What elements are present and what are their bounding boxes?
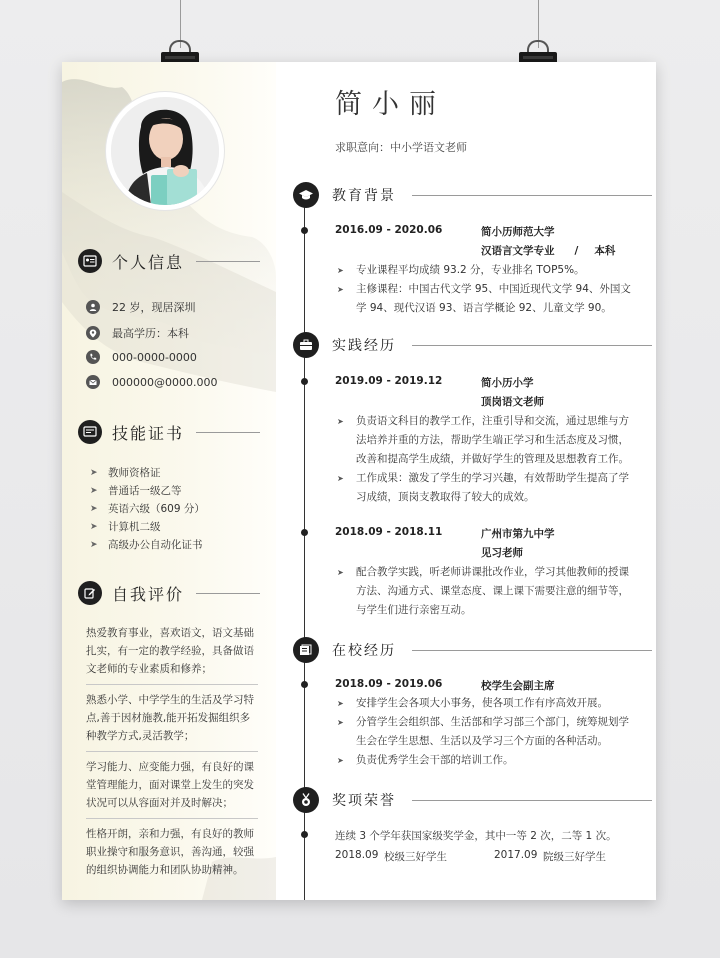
info-text: 000-0000-0000 — [112, 350, 197, 364]
section-education — [293, 182, 652, 208]
paragraph: 熟悉小学、中学学生的生活及学习特点,善于因材施教,能开拓发掘组织多种教学方式,灵活教学； — [86, 691, 258, 752]
list-item: ➤ 高级办公自动化证书 — [90, 539, 203, 551]
briefcase-icon — [293, 332, 319, 358]
list-item: ➤ 计算机二级 — [90, 521, 161, 533]
medal-icon — [293, 787, 319, 813]
practice-bullets — [335, 563, 635, 620]
section-divider — [412, 650, 652, 651]
id-card-icon — [78, 249, 102, 273]
info-age-location — [86, 299, 196, 315]
info-education — [86, 325, 189, 341]
education-major: 汉语言文学专业 / 本科 — [481, 245, 616, 257]
section-divider — [196, 432, 260, 433]
campus-date: 2018.09 - 2019.06 — [335, 678, 443, 690]
practice-role: 见习老师 — [481, 547, 523, 559]
list-item: ➤ 分管学生会组织部、生活部和学习部三个部门，统筹规划学生会在学生思想、生活以及学习三个方面的各种活动。 — [335, 713, 635, 751]
award-name: 院级三好学生 — [543, 851, 606, 863]
list-item: ➤ 配合教学实践，听老师讲课批改作业，学习其他教师的授课方法、沟通方式、课堂态度、课上课下需要注意的细节等，与学生们进行亲密互动。 — [335, 563, 635, 620]
education-title: 教育背景 — [332, 188, 396, 204]
list-item: ➤ 教师资格证 — [90, 467, 161, 479]
education-school: 简小历师范大学 — [481, 226, 555, 238]
phone-icon — [86, 350, 100, 364]
education-bullets — [335, 261, 635, 318]
award-row — [335, 849, 606, 864]
list-item: ➤ 普通话一级乙等 — [90, 485, 182, 497]
self-eval-text — [86, 624, 258, 891]
self-eval-title: 自我评价 — [112, 584, 185, 604]
job-intent: 求职意向：中小学语文老师 — [335, 141, 467, 154]
profile-photo — [106, 92, 224, 210]
info-text: 22 岁，现居深圳 — [112, 301, 196, 314]
paragraph: 学习能力、应变能力强，有良好的课堂管理能力，面对课堂上发生的突发状况可以从容面对并及时解决； — [86, 758, 258, 819]
skills-list — [90, 464, 205, 554]
practice-org: 简小历小学 — [481, 377, 534, 389]
campus-role: 校学生会副主席 — [481, 680, 555, 692]
resume-paper — [62, 62, 656, 900]
section-practice — [293, 332, 652, 358]
section-awards — [293, 787, 652, 813]
campus-bullets — [335, 694, 635, 770]
practice-date: 2019.09 - 2019.12 — [335, 375, 443, 387]
timeline-dot — [301, 681, 308, 688]
section-skills — [78, 420, 260, 444]
timeline-dot — [301, 529, 308, 536]
user-icon — [86, 300, 100, 314]
list-item: ➤ 工作成果：激发了学生的学习兴趣，有效帮助学生提高了学习成绩，顶岗支教取得了较大的成效。 — [335, 469, 635, 507]
sidebar — [62, 62, 276, 900]
info-text: 最高学历：本科 — [112, 327, 189, 340]
award-name: 校级三好学生 — [384, 851, 447, 863]
section-divider — [412, 800, 652, 801]
section-divider — [196, 593, 260, 594]
paragraph: 热爱教育事业，喜欢语文，语文基础扎实，有一定的教学经验，具备做语文老师的专业素质和修养； — [86, 624, 258, 685]
section-divider — [412, 345, 652, 346]
section-campus — [293, 637, 652, 663]
practice-title: 实践经历 — [332, 338, 396, 354]
awards-title: 奖项荣誉 — [332, 793, 396, 809]
info-phone — [86, 350, 197, 364]
mail-icon — [86, 375, 100, 389]
skills-title: 技能证书 — [112, 423, 185, 443]
practice-role: 顶岗语文老师 — [481, 396, 544, 408]
book-icon — [293, 637, 319, 663]
list-item: ➤ 安排学生会各项大小事务，使各项工作有序高效开展。 — [335, 694, 635, 713]
list-item: ➤ 主修课程：中国古代文学 95、中国近现代文学 94、外国文学 94、现代汉语 93、语言学概论 92、儿童文学 90。 — [335, 280, 635, 318]
list-item: ➤ 专业课程平均成绩 93.2 分，专业排名 TOP5%。 — [335, 261, 635, 280]
award-date: 2018.09 — [335, 849, 379, 861]
list-item: ➤ 负责优秀学生会干部的培训工作。 — [335, 751, 635, 770]
section-self-eval — [78, 581, 260, 605]
personal-info-title: 个人信息 — [112, 252, 185, 272]
education-date: 2016.09 - 2020.06 — [335, 224, 443, 236]
practice-date: 2018.09 - 2018.11 — [335, 526, 443, 538]
candidate-name: 简小丽 — [335, 89, 446, 120]
campus-title: 在校经历 — [332, 643, 396, 659]
timeline-dot — [301, 831, 308, 838]
section-divider — [412, 195, 652, 196]
graduation-cap-icon — [293, 182, 319, 208]
info-email — [86, 375, 217, 389]
section-divider — [196, 261, 260, 262]
info-text: 000000@0000.000 — [112, 375, 218, 389]
list-item: ➤ 英语六级（609 分） — [90, 503, 205, 515]
section-personal-info — [78, 249, 260, 273]
timeline-dot — [301, 378, 308, 385]
award-date: 2017.09 — [494, 849, 538, 861]
list-item: ➤ 负责语文科目的教学工作，注重引导和交流，通过思维与方法培养并重的方法，帮助学生端正学习和生活态度及习惯，改善和提高学生成绩，并做好学生的管理及思想教育工作。 — [335, 412, 635, 469]
edit-icon — [78, 581, 102, 605]
paragraph: 性格开朗，亲和力强，有良好的教师职业操守和服务意识，善沟通，较强的组织协调能力和团队协助精神。 — [86, 828, 254, 876]
certificate-icon — [78, 420, 102, 444]
awards-summary: 连续 3 个学年获国家级奖学金，其中一等 2 次，二等 1 次。 — [335, 830, 617, 842]
location-icon — [86, 326, 100, 340]
timeline-dot — [301, 227, 308, 234]
practice-bullets — [335, 412, 635, 507]
practice-org: 广州市第九中学 — [481, 528, 555, 540]
